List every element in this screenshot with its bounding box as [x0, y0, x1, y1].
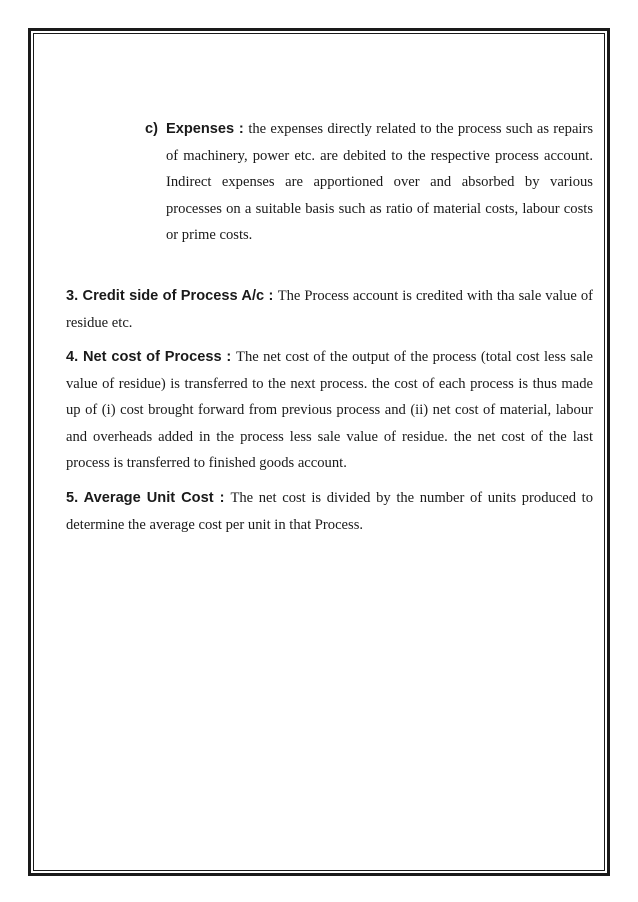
section-credit-side: [66, 283, 593, 336]
section-text: The net cost is divided by the number of units produced to determine the average cost per unit in that Process.: [66, 490, 594, 533]
section-heading: 4. Net cost of Process :: [66, 349, 232, 365]
expenses-heading: Expenses :: [166, 121, 244, 137]
section-heading: 3. Credit side of Process A/c :: [66, 288, 274, 304]
expenses-item: [145, 116, 593, 249]
section-heading: 5. Average Unit Cost :: [66, 490, 225, 506]
section-text: The Process account is credited with tha sale value of residue etc.: [66, 288, 593, 331]
expenses-marker: c): [145, 121, 158, 137]
section-average-unit-cost: [66, 485, 593, 538]
section-net-cost: [66, 344, 593, 477]
section-text: The net cost of the output of the process (total cost less sale value of residue) is transferred to the next process. the cost of each process is thus made up of (i) cost brought forward from previous process and (ii) net cost of material, labour and overheads added in the process less sale value of residue. the net cost of the last process is transferred to finished goods account.: [66, 349, 593, 471]
expenses-text: the expenses directly related to the process such as repairs of machinery, power etc. are debited to the respective process account. Indirect expenses are apportioned over and absorbed by various processes on a suitable basis such as ratio of material costs, labour costs or prime costs.: [166, 121, 594, 243]
